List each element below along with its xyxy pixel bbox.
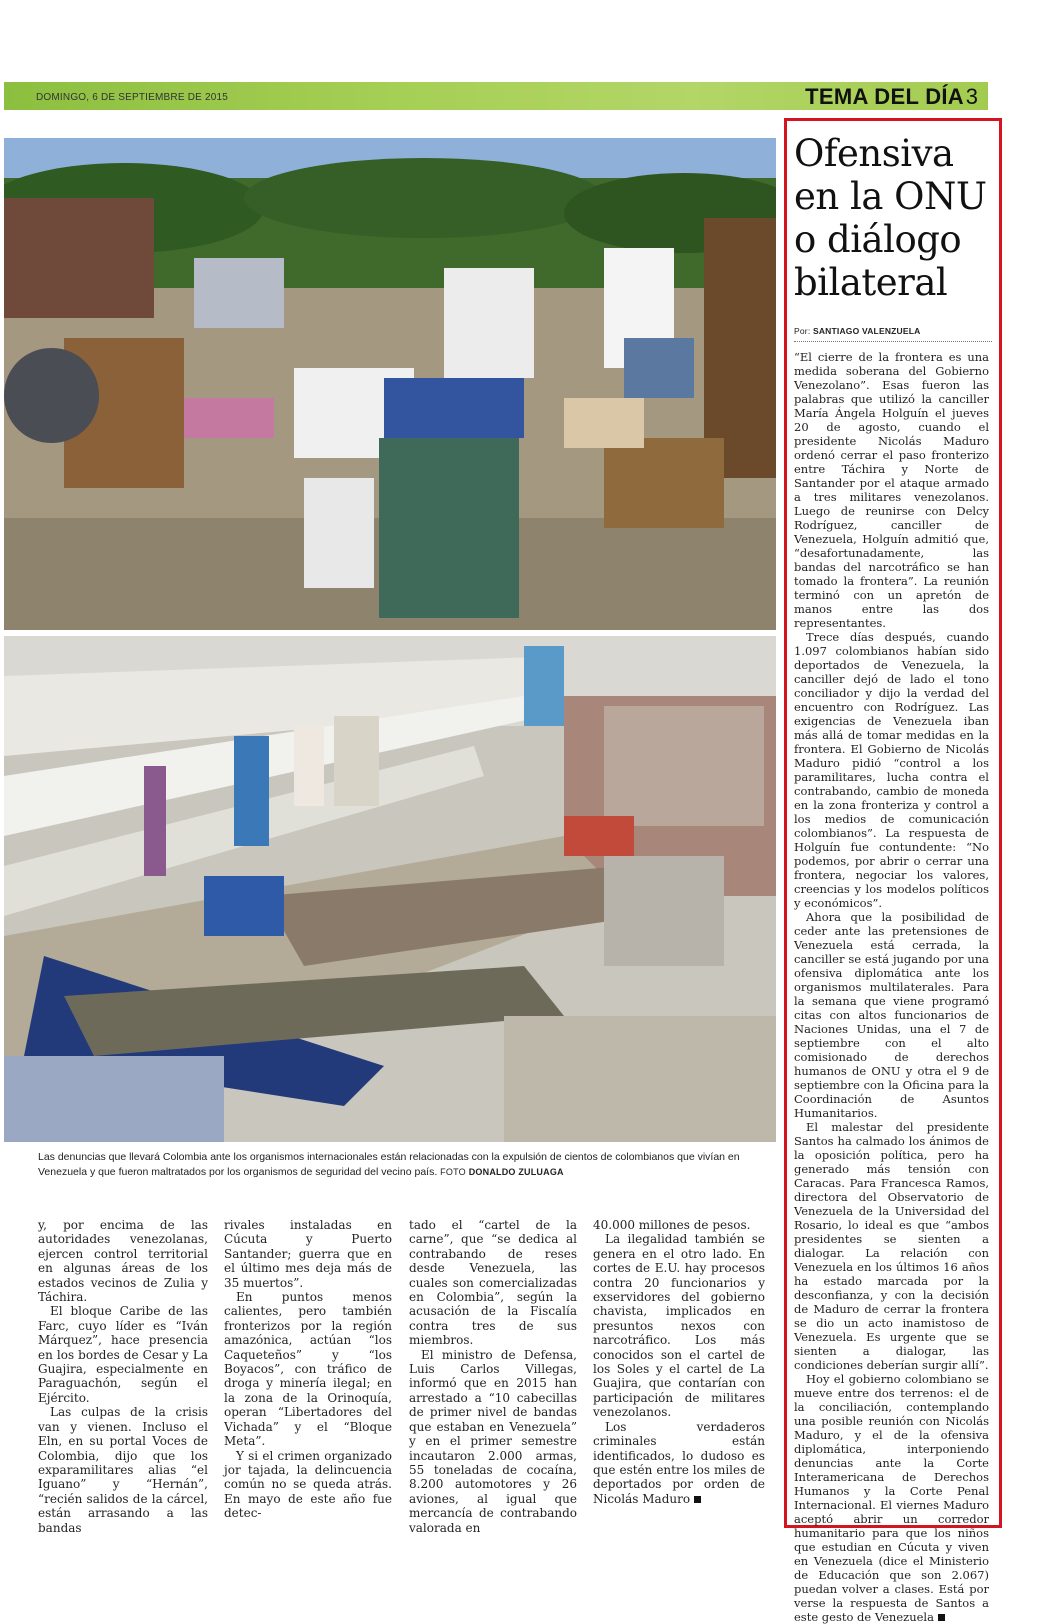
column-paragraph: La ilegalidad también se genera en el otro lado. En cortes de E.U. hay procesos contra 20 funcionarios y exservidores del gobierno chavista, implicados en presuntos nexos con narcotráfico. Los más conocidos son el cartel de los Soles y el cartel de La Guajira, que contarían con participación de militares venezolanos.: [593, 1232, 765, 1420]
sidebar-paragraph: Trece días después, cuando 1.097 colombianos habían sido deportados de Venezuela, la canciller dejó de lado el tono conciliador y dijo la verdad del encuentro con Rodríguez. Las exigencias de Venezuela iban más allá de tomar medidas en la frontera. El Gobierno de Nicolás Maduro pidió “control a los paramilitares, lucha contra el contrabando, cambio de moneda en la zona fronteriza y control a los medios de comunicación colombianos”. La respuesta de Holguín fue contundente: “No podemos, por abrir o cerrar una frontera, negociar los valores, creencias y los modelos políticos y económicos”.: [794, 630, 989, 910]
photo-belongings: [4, 138, 776, 630]
section-title: TEMA DEL DÍA: [805, 84, 964, 109]
column-paragraph: El bloque Caribe de las Farc, cuyo líder es “Iván Márquez”, hace presencia en los bordes de Cesar y La Guajira, especialmente en Paraguachón, según el Ejército.: [38, 1304, 208, 1405]
photo-caption: [38, 1150, 768, 1180]
page-number: 3: [965, 84, 978, 109]
photo-shelter: [4, 636, 776, 1142]
column-paragraph: Las culpas de la crisis van y vienen. Incluso el Eln, en su portal Voces de Colombia, dijo que los exparamilitares alias “el Iguano” y “Hernán”, “recién salidos de la cárcel, están arrasando a las bandas: [38, 1405, 208, 1535]
column-paragraph: Y si el crimen organizado jor tajada, la delincuencia común no se queda atrás. En mayo de este año fue detec-: [224, 1448, 392, 1521]
column-paragraph: tado el “cartel de la carne”, que “se dedica al contrabando de reses desde Venezuela, las cuales son comercializadas en Colombia”, según la acusación de la Fiscalía contra tres de sus miembros.: [409, 1218, 577, 1348]
photo-belongings-image: [4, 138, 776, 630]
column-paragraph: y, por encima de las autoridades venezolanas, ejercen control territorial en algunas áreas de los estados vecinos de Zulia y Táchira.: [38, 1218, 208, 1305]
sidebar-paragraph: [794, 1372, 989, 1624]
article-column-4: [593, 1218, 765, 1506]
photo-shelter-image: [4, 636, 776, 1142]
end-of-article-mark: [694, 1496, 701, 1503]
column-paragraph: 40.000 millones de pesos.: [593, 1218, 751, 1232]
article-column-2: [224, 1218, 392, 1521]
sidebar-paragraph: El malestar del presidente Santos ha calmado los ánimos de la oposición política, pero ha generado más tensión con Caracas. Para Francesca Ramos, directora del Observatorio de Venezuela de la Universidad del Rosario, lo ideal es que “ambos presidentes se sienten a dialogar. La relación con Venezuela en los últimos 16 años ha estado marcada por la desconfianza, y con la decisión de Maduro de cerrar la frontera se dio un acto inamistoso de Venezuela. Es urgente que se sienten a dialogar, las condiciones deberían surgir allí”.: [794, 1120, 989, 1372]
caption-text: Las denuncias que llevará Colombia ante los organismos internacionales están relacionadas con la expulsión de cientos de colombianos que vivían en Venezuela y que fueron maltratados por los organismos de seguridad del vecino país.: [38, 1151, 740, 1178]
sidebar-article-body: [794, 350, 989, 1624]
sidebar-paragraph: Ahora que la posibilidad de ceder ante las pretensiones de Venezuela está cerrada, la canciller se está jugando por una ofensiva diplomática ante los organismos multilaterales. Para la semana que viene programó citas con altos funcionarios de Naciones Unidas, una el 7 de septiembre con el alto comisionado de derechos humanos de ONU y otra el 9 de septiembre con la Oficina para la Coordinación de Asuntos Humanitarios.: [794, 910, 989, 1120]
photo-credit-label: FOTO: [440, 1167, 466, 1177]
column-paragraph: El ministro de Defensa, Luis Carlos Villegas, informó que en 2015 han arrestado a “10 cabecillas de primer nivel de bandas que estaban en Venezuela” y en el primer semestre incautaron 2.000 armas, 55 toneladas de cocaína, 8.200 automotores y 26 aviones, al igual que mercancía de contrabando valorada en: [409, 1347, 577, 1535]
sidebar-paragraph: “El cierre de la frontera es una medida soberana del Gobierno Venezolano”. Esas fueron las palabras que utilizó la canciller María Ángela Holguín el jueves 20 de agosto, cuando el presidente Nicolás Maduro ordenó cerrar el paso fronterizo entre Táchira y Norte de Santander por el ataque armado a tres militares venezolanos. Luego de reunirse con Delcy Rodríguez, canciller de Venezuela, Holguín admitió que, “desafortunadamente, las bandas del narcotráfico se han tomado la frontera”. La reunión terminó con un apretón de manos entre las dos representantes.: [794, 350, 989, 630]
byline: [794, 326, 994, 336]
column-paragraph: [593, 1420, 765, 1506]
byline-author: SANTIAGO VALENZUELA: [812, 326, 921, 336]
end-of-article-mark: [938, 1614, 945, 1621]
article-column-1: [38, 1218, 208, 1535]
photo-credit-name: DONALDO ZULUAGA: [468, 1167, 564, 1177]
column-paragraph: rivales instaladas en Cúcuta y Puerto Santander; guerra que en el último mes deja más de 35 muertos”.: [224, 1218, 392, 1290]
column-final-text: Los verdaderos criminales están identificados, lo dudoso es que estén entre los miles de deportados por orden de Nicolás Maduro: [593, 1419, 765, 1506]
byline-prefix: Por:: [794, 326, 811, 336]
article-column-3: [409, 1218, 577, 1535]
sidebar-final-text: Hoy el gobierno colombiano se mueve entre dos terrenos: el de la conciliación, contemplando una posible reunión con Nicolás Maduro, y el de la ofensiva diplomática, interponiendo denuncias ante la Corte Interamericana de Derechos Humanos y la Corte Penal Internacional. El viernes Maduro aceptó abrir un corredor humanitario para que los niños que estudian en Cúcuta y viven en Venezuela (dice el Ministerio de Educación que son 2.067) puedan volver a clases. Está por verse la respuesta de Santos a este gesto de Venezuela: [794, 1372, 989, 1624]
column-paragraph: En puntos menos calientes, pero también fronterizos por la región amazónica, actúan “los Caqueteños” y “los Boyacos”, con tráfico de droga y minería ilegal; en la zona de la Orinoquía, operan “Libertadores del Vichada” y el “Bloque Meta”.: [224, 1290, 392, 1449]
issue-date: DOMINGO, 6 DE SEPTIEMBRE DE 2015: [36, 92, 229, 103]
byline-divider: [794, 341, 992, 342]
sidebar-headline: Ofensiva en la ONU o diálogo bilateral: [794, 132, 987, 304]
